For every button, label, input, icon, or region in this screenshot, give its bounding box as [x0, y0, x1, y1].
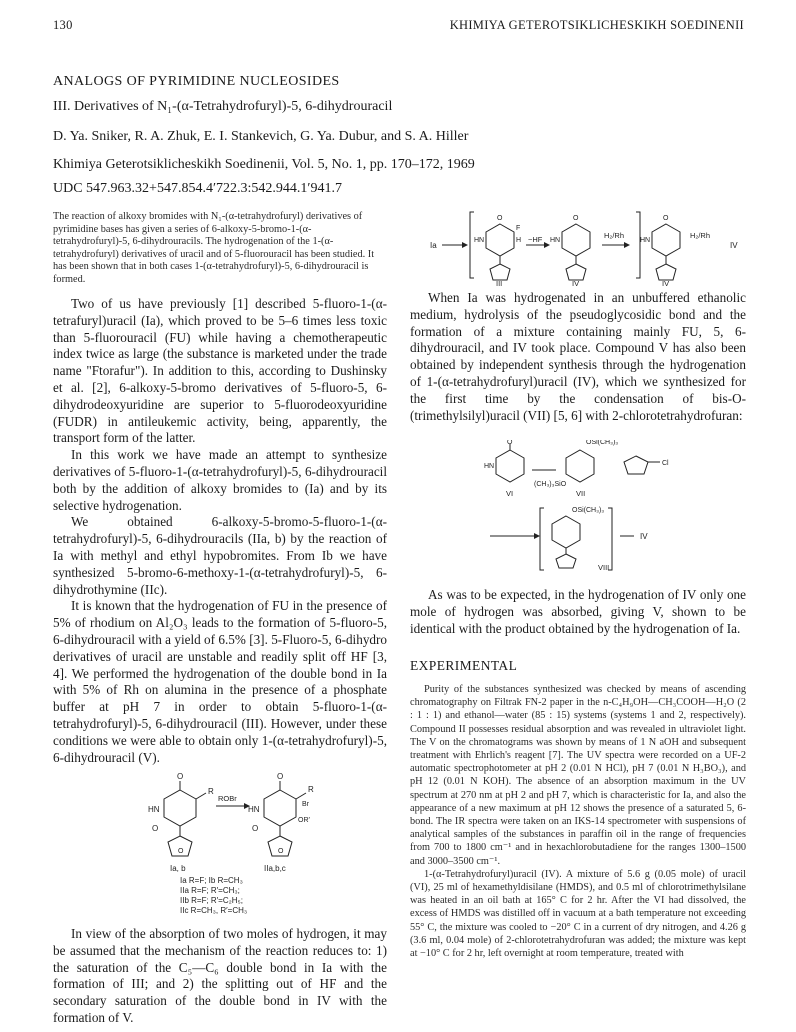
experimental-heading: EXPERIMENTAL: [410, 658, 518, 673]
structure-chlorothf: [624, 456, 660, 474]
legend-line: IIc R=CH₃, R′=CH₃: [180, 906, 248, 915]
atom-label: HN: [550, 237, 561, 244]
atom-label: HN: [148, 805, 160, 814]
compound-label-vi: VI: [506, 489, 514, 498]
atom-label: H: [516, 237, 522, 244]
authors: D. Ya. Sniker, R. A. Zhuk, E. I. Stankevich, G. Ya. Dubur, and S. A. Hiller: [53, 129, 469, 144]
legend-line: IIb R=F; R′=C₂H₅;: [180, 896, 243, 905]
running-title: KHIMIYA GETEROTSIKLICHESKIKH SOEDINENII: [449, 18, 744, 32]
atom-label: O: [252, 824, 259, 833]
bracket-right: [608, 508, 612, 570]
right-column-text: [410, 290, 746, 424]
atom-label: F: [516, 225, 521, 232]
structure-iv: [562, 224, 590, 280]
structure-v: [652, 224, 680, 280]
journal-reference: Khimiya Geterotsiklicheskikh Soedinenii, Vol. 5, No. 1, pp. 170–172, 1969: [53, 157, 475, 172]
atom-label: O: [278, 848, 284, 855]
bracket-left: [470, 212, 474, 278]
arrow-head: [462, 242, 468, 248]
atom-label: O: [507, 440, 513, 446]
reagent-label: ROВr: [218, 794, 237, 803]
scheme-silylation: [450, 440, 710, 575]
compound-label-vii: VII: [576, 489, 586, 498]
compound-label-viii: VIII: [598, 563, 610, 572]
article-subtitle: III. Derivatives of N₁-(α-Tetrahydrofuryl)-5, 6-dihydrouracil: [53, 99, 393, 114]
compound-label-iv: IV: [572, 279, 580, 288]
left-column-bottom-text: [53, 926, 387, 1027]
atom-label: O: [497, 215, 503, 222]
compound-label-ia: Ia: [430, 241, 437, 250]
left-column-text: [53, 296, 387, 766]
silyl-label: (CH₃)₃SiO: [534, 481, 567, 488]
structure-vii: [566, 450, 594, 482]
structure-vi: [496, 444, 524, 482]
atom-label: HN: [484, 463, 495, 470]
arrow-head: [534, 533, 540, 539]
structure-iii: [486, 224, 514, 280]
structure-viii: [552, 516, 580, 568]
elimination-label: −HF: [528, 235, 543, 244]
silyl-label: OSi(CH₃)₃: [586, 440, 619, 446]
paragraph: In view of the absorption of two moles of hydrogen, it may be assumed that the mechanism of the reaction reduces to: 1) the saturation of the C₅—C₆ double bond in Ia with the formation of III; and 2) the splitting out of HF and the secondary saturation of the double bond in IV with the formation of V.: [53, 926, 387, 1025]
atom-label: R: [308, 785, 314, 794]
legend-line: Ia R=F; Ib R=CH₃: [180, 876, 243, 885]
legend-line: IIa R=F; R′=CH₃;: [180, 886, 240, 895]
paragraph: It is known that the hydrogenation of FU in the presence of 5% of rhodium on Al₂O₃ leads to the formation of 5-fluoro-5, 6-dihydrouracil with a yield of 6.5% [3]. 5-Fluoro-5, 6-dihydro derivatives of uracil are unstable and readily split off HF [3, 4]. We performed the hydrogenation of the double bond in Ia with 5% of Rh on alumina in the presence of a phosphate buffer at pH 7 in order to obtain 5-fluoro-1-(α-tetrahydrofuryl)-5, 6-dihydrouracil (III). However, under these conditions we were able to obtain only 1-(α-tetrahydrofuryl)-5, 6-dihydrouracil (V).: [53, 598, 387, 765]
atom-label: HN: [248, 805, 260, 814]
atom-label: O: [573, 215, 579, 222]
scheme-hydrogenation: [410, 208, 750, 288]
structure-ia: [164, 781, 206, 856]
article-title: ANALOGS OF PYRIMIDINE NUCLEOSIDES: [53, 74, 340, 89]
udc-code: UDC 547.963.32+547.854.4′722.3:542.944.1′941.7: [53, 181, 342, 196]
compound-label-ii: IIa,b,c: [264, 864, 286, 873]
right-column-text-2: [410, 587, 746, 637]
paragraph: Purity of the substances synthesized was checked by means of ascending chromatography on Filtrak FN-2 paper in the n-C₄H₉OH—CH₃COOH—H₂O (2 : 1 : 1) and ethanol—water (85 : 15) systems (systems 1 and 2, respectively). Compound II possesses residual absorption and was revealed in ultraviolet light. The V on the chromatograms was shown by means of 1 N aOH and subsequent treatment with Ehrlich's reagent [7]. The UV spectra were recorded on a UF-2 automatic spectrophotometer at pH 2 (0.01 N HCl), pH 7 (0.01 N H₃BO₃), and pH 12 (0.01 N KOH). The absence of an absorption maximum in the UV spectrum at 270 nm at pH 2 and pH 7, which is characteristic for Ia, and also the appearance of a new maximum at pH 12 shows the presence of a saturated 5, 6-bond. The IR spectra were taken on an IKS-14 spectrometer with suspensions of analytical samples of the substances in paraffin oil in the range of frequencies from 700 to 1800 cm⁻¹ and in hexachlorobutadiene for the ranges 1300–1500 and 3000–3500 cm⁻¹.: [410, 684, 746, 867]
atom-label: R: [208, 787, 214, 796]
atom-label: O: [663, 215, 669, 222]
product-label: IV: [640, 532, 648, 541]
atom-label: O: [177, 772, 184, 781]
atom-label: HN: [640, 237, 651, 244]
bracket-right: [636, 212, 640, 278]
compound-label-ia: Ia, b: [170, 864, 186, 873]
paragraph: In this work we have made an attempt to synthesize derivatives of 5-fluoro-1-(α-tetrahydrofuryl)-5, 6-dihydrouracil both by the addition of alkoxy bromides to (Ia) and by its selective hydrogenation.: [53, 447, 387, 513]
reagent-label: H₂/Rh: [604, 231, 624, 240]
reagent-label: H₂/Rh: [690, 231, 710, 240]
atom-label: OR′: [298, 817, 310, 824]
paragraph: As was to be expected, in the hydrogenation of IV only one mole of hydrogen was absorbed, giving V, shown to be identical with the product obtained by the hydrogenation of Ia.: [410, 587, 746, 636]
atom-label: O: [178, 848, 184, 855]
compound-label-iii: III: [496, 279, 503, 288]
atom-label: O: [152, 824, 159, 833]
atom-label: Br: [302, 801, 309, 808]
compound-label-v: IV: [662, 279, 670, 288]
paragraph: We obtained 6-alkoxy-5-bromo-5-fluoro-1-(α-tetrahydrofuryl)-5, 6-dihydrouracils (IIa, b) by the reaction of Ia with methyl and ethyl hypobromites. From Ib we have synthesized 5-bromo-6-methoxy-1-(α-tetrahydrofuryl)-5, 6-dihydrothymine (IIc).: [53, 514, 387, 597]
paragraph: 1-(α-Tetrahydrofuryl)uracil (IV). A mixture of 5.6 g (0.05 mole) of uracil (VI), 25 ml of hexamethyldisilane (HMDS), and 0.5 ml of chlorotrimethylsilane was heated in an oil bath at 165° C for 2 hr. After the VI had dissolved, the excess of HMDS was distilled off in vacuum at a bath temperature not exceeding 55° C, the mixture was cooled to −20° C in a current of dry nitrogen, and 4.26 g (3.6 ml, 0.04 mole) of 2-chlorotetrahydrofuran was added; the mixture was kept at −10° C for 2 hr, left overnight at room temperature, treated with: [410, 868, 746, 960]
page-number: 130: [53, 18, 73, 32]
product-label: IV: [730, 241, 738, 250]
atom-label: Cl: [662, 460, 669, 467]
arrow-head: [624, 242, 630, 248]
paragraph: When Ia was hydrogenated in an unbuffered ethanolic medium, hydrolysis of the pseudoglycosidic bond and the formation of a mixture containing mainly FU, 5, 6-dihydrouracil, and IV took place. Compound V has also been obtained by independent synthesis through the hydrogenation of 1-(α-tetrahydrofuryl)uracil (IV), which we synthesized for the first time by the condensation of bis-O-(trimethylsilyl)uracil (VII) [5, 6] with 2-chlorotetrahydrofuran:: [410, 290, 746, 423]
paragraph: Two of us have previously [1] described 5-fluoro-1-(α-tetrafuryl)uracil (Ia), which proved to be 5–6 times less toxic than 5-fluorouracil (FU) while having a chemotherapeutic index twice as large (the substance is marketed under the trade name "Ftorafur"). In addition to this, according to Dushinsky et al. [2], 6-alkoxy-5-bromo derivatives of 5-fluoro-5, 6-dihydrodeoxyuridine are superior to 5-fluorodeoxyuridine (FUDR) in antileukemic activity, being, apparently, the transport form of the latter.: [53, 296, 387, 446]
abstract: The reaction of alkoxy bromides with N₁-(α-tetrahydrofuryl) derivatives of pyrimidine bases has given a series of 6-alkoxy-5-bromo-1-(α-tetrahydrofuryl)-5, 6-dihydrouracils. The hydrogenation of the 1-(α-tetrahydrofuryl) derivatives of uracil and of 5-fluorouracil has been studied. It has been shown that in both cases 1-(α-tetrahydrofuryl)-5, 6-dihydrouracil is formed.: [53, 211, 375, 285]
scheme-alkoxybromination: [140, 770, 340, 920]
atom-label: O: [277, 772, 284, 781]
bracket-left: [540, 508, 544, 570]
experimental-body: [410, 683, 746, 960]
atom-label: HN: [474, 237, 485, 244]
silyl-label: OSi(CH₃)₃: [572, 507, 605, 514]
